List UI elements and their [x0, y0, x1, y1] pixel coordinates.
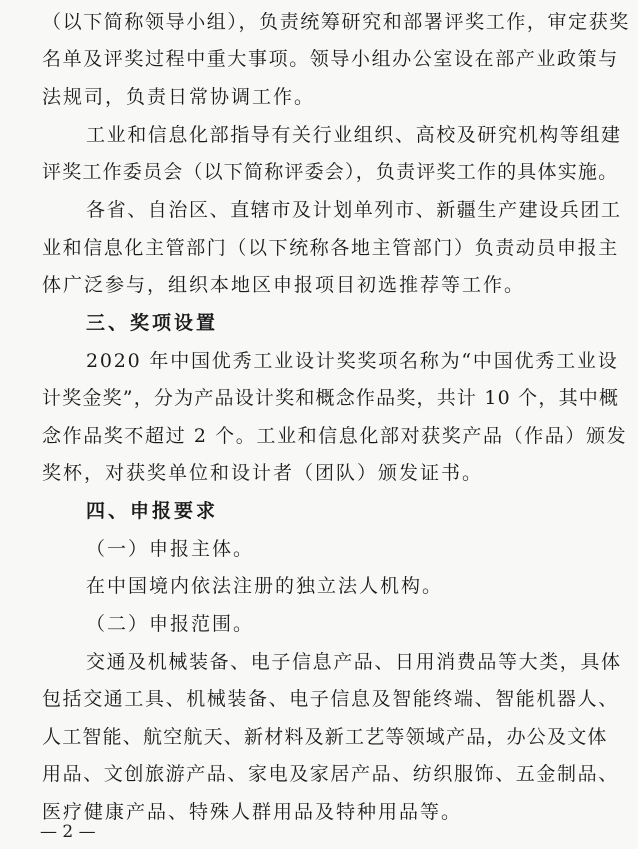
body-line: 工业和信息化部指导有关行业组织、高校及研究机构等组建 — [86, 124, 622, 146]
body-line: 念作品奖不超过 2 个。工业和信息化部对获奖产品（作品）颁发 — [42, 425, 628, 447]
section-heading-requirements: 四、申报要求 — [86, 500, 219, 522]
body-line: 2020 年中国优秀工业设计奖奖项名称为“中国优秀工业设 — [86, 350, 619, 372]
body-line: 奖杯，对获奖单位和设计者（团队）颁发证书。 — [42, 462, 484, 484]
body-line: 包括交通工具、机械装备、电子信息及智能终端、智能机器人、 — [42, 688, 619, 710]
section-heading-awards: 三、奖项设置 — [86, 312, 219, 334]
body-line: 人工智能、航空航天、新材料及新工艺等领域产品，办公及文体 — [42, 726, 608, 748]
body-line: 评奖工作委员会（以下简称评委会），负责评奖工作的具体实施。 — [42, 161, 619, 183]
page-number: — 2 — — [40, 822, 96, 842]
body-line: 交通及机械装备、电子信息产品、日用消费品等大类，具体 — [86, 651, 622, 673]
body-line: 名单及评奖过程中重大事项。领导小组办公室设在部产业政策与 — [42, 48, 619, 70]
body-line: 用品、文创旅游产品、家电及家居产品、纺织服饰、五金制品、 — [42, 763, 619, 785]
subsection-heading-applicant: （一）申报主体。 — [86, 538, 255, 560]
body-line: 医疗健康产品、特殊人群用品及特种用品等。 — [42, 801, 463, 823]
body-line: 业和信息化主管部门（以下统称各地主管部门）负责动员申报主 — [42, 237, 619, 259]
subsection-heading-scope: （二）申报范围。 — [86, 613, 255, 635]
body-line: 各省、自治区、直辖市及计划单列市、新疆生产建设兵团工 — [86, 199, 622, 221]
body-line: （以下简称领导小组），负责统筹研究和部署评奖工作，审定获奖 — [42, 11, 630, 33]
body-line: 法规司，负责日常协调工作。 — [42, 86, 316, 108]
body-line: 在中国境内依法注册的独立法人机构。 — [86, 575, 444, 597]
body-line: 体广泛参与，组织本地区申报项目初选推荐等工作。 — [42, 274, 526, 296]
body-line: 计奖金奖”，分为产品设计奖和概念作品奖，共计 10 个，其中概 — [42, 387, 620, 409]
